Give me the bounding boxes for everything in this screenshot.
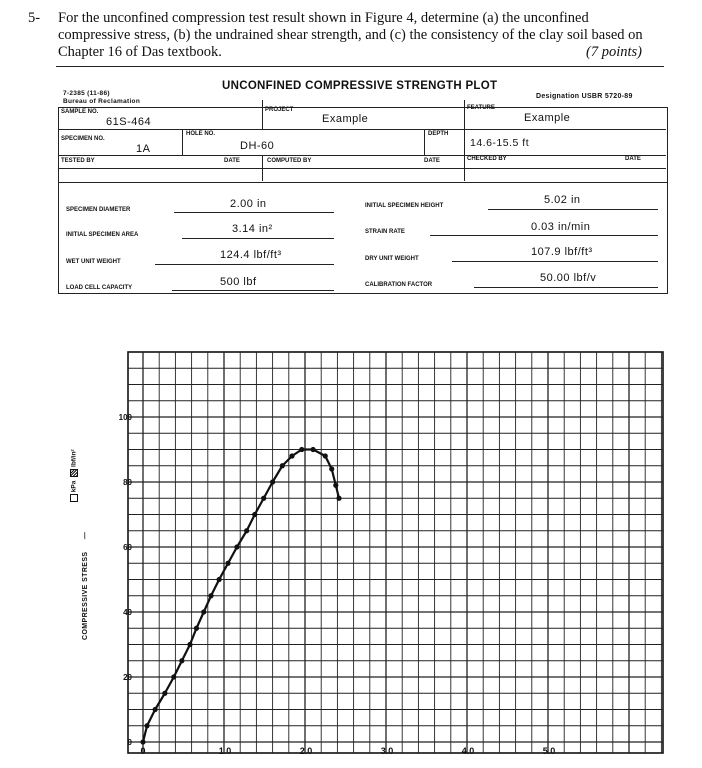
label-dry-unit-weight: DRY UNIT WEIGHT [365, 256, 419, 262]
label-initial-area: INITIAL SPECIMEN AREA [66, 232, 139, 238]
y-tick-label: 40 [123, 608, 132, 617]
form-title: UNCONFINED COMPRESSIVE STRENGTH PLOT [222, 80, 498, 92]
data-point [179, 658, 184, 663]
value-wet-unit-weight: 124.4 lbf/ft³ [220, 249, 282, 261]
value-depth: 14.6-15.5 ft [470, 137, 530, 149]
value-calibration: 50.00 lbf/v [540, 272, 597, 284]
data-point [144, 723, 149, 728]
data-point [280, 463, 285, 468]
label-strain-rate: STRAIN RATE [365, 229, 405, 235]
data-point [323, 453, 328, 458]
label-initial-height: INITIAL SPECIMEN HEIGHT [365, 203, 444, 209]
label-wet-unit-weight: WET UNIT WEIGHT [66, 259, 121, 265]
y-tick-label: 80 [123, 478, 132, 487]
data-point [333, 483, 338, 488]
data-point [201, 609, 206, 614]
form-agency: Bureau of Reclamation [63, 98, 141, 105]
data-point [208, 593, 213, 598]
data-point [299, 447, 304, 452]
value-sample-no: 61S-464 [106, 116, 152, 128]
y-axis-label: COMPRESSIVE STRESS [82, 551, 89, 640]
data-point [261, 496, 266, 501]
label-computed-by: COMPUTED BY [267, 158, 312, 164]
y-axis-dash: — [82, 531, 89, 540]
data-point [270, 479, 275, 484]
unit-lbf: lbf/in² [70, 449, 78, 467]
unit-kpa: kPa [70, 480, 78, 493]
data-point [234, 544, 239, 549]
label-sample-no: SAMPLE NO. [61, 109, 99, 115]
label-depth: DEPTH [428, 131, 449, 137]
value-initial-area: 3.14 in² [232, 223, 273, 235]
chart-grid [128, 352, 663, 753]
label-checked-by: CHECKED BY [467, 156, 507, 162]
question-text: For the unconfined compression test result shown in Figure 4, determine (a) the unconfined compressive stress, (b) the undrained shear strength, and (c) the consistency of the clay soil based on Chapter 16 of Das textbook. [58, 10, 643, 60]
label-calibration: CALIBRATION FACTOR [365, 282, 433, 288]
y-tick-label: 20 [123, 673, 132, 682]
data-point [225, 561, 230, 566]
label-date-2: DATE [424, 158, 440, 164]
label-feature: FEATURE [467, 105, 495, 111]
x-tick-label: 2.0 [299, 746, 313, 756]
data-point [140, 739, 145, 744]
chart-axis-labels [119, 413, 556, 756]
unit-box-lbf-icon [70, 469, 78, 477]
label-hole-no: HOLE NO. [186, 131, 216, 137]
value-initial-height: 5.02 in [544, 194, 581, 206]
unit-box-kpa-icon [70, 494, 78, 502]
question-number: 5- [28, 10, 41, 26]
value-project: Example [322, 113, 369, 125]
label-date-3: DATE [625, 156, 641, 162]
y-tick-label: 100 [118, 413, 132, 422]
label-specimen-diameter: SPECIMEN DIAMETER [66, 207, 131, 213]
value-load-cell: 500 lbf [220, 276, 257, 288]
data-point [217, 577, 222, 582]
value-dry-unit-weight: 107.9 lbf/ft³ [531, 246, 593, 258]
x-tick-label: 3.0 [380, 746, 394, 756]
value-feature: Example [524, 112, 571, 124]
data-point [311, 447, 316, 452]
label-project: PROJECT [265, 107, 294, 113]
y-axis-title [82, 532, 89, 640]
form-code: 7-2385 (11-86) [63, 90, 110, 97]
data-point [153, 707, 158, 712]
data-point [244, 528, 249, 533]
label-load-cell: LOAD CELL CAPACITY [66, 285, 133, 291]
form-designation: Designation USBR 5720-89 [536, 93, 633, 100]
data-point [289, 453, 294, 458]
data-point [252, 512, 257, 517]
data-point [329, 466, 334, 471]
y-tick-label: 60 [123, 543, 132, 552]
label-specimen-no: SPECIMEN NO. [61, 136, 105, 142]
x-tick-label: 4.0 [461, 746, 475, 756]
value-strain-rate: 0.03 in/min [531, 221, 591, 233]
data-point [194, 626, 199, 631]
question-points: (7 points) [586, 44, 642, 60]
x-tick-label: 5.0 [542, 746, 556, 756]
value-specimen-diameter: 2.00 in [230, 198, 267, 210]
unit-legend [70, 449, 78, 502]
value-hole-no: DH-60 [240, 140, 275, 152]
x-tick-label: 1.0 [218, 746, 232, 756]
data-point [171, 674, 176, 679]
value-specimen-no: 1A [136, 143, 151, 155]
label-tested-by: TESTED BY [61, 158, 95, 164]
x-tick-label: 0 [140, 746, 146, 756]
label-date-1: DATE [224, 158, 240, 164]
data-point [187, 642, 192, 647]
data-point [336, 496, 341, 501]
data-point [162, 691, 167, 696]
y-tick-label: 0 [127, 738, 132, 747]
